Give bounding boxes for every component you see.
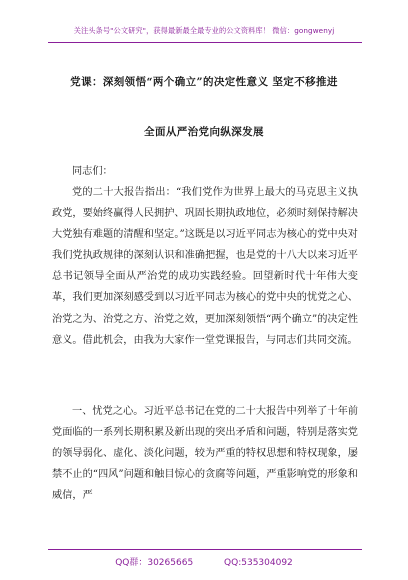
salutation: 同志们： bbox=[72, 166, 113, 177]
footer-qq: QQ:535304092 bbox=[224, 558, 293, 568]
document-title-line1: 党课：深刻领悟“两个确立”的决定性意义 坚定不移推进 bbox=[70, 76, 338, 88]
header-divider bbox=[48, 42, 362, 43]
footer-contact bbox=[0, 555, 408, 568]
body-paragraph-1: 党的二十大报告指出：“我们党作为世界上最大的马克思主义执政党，要始终赢得人民拥护、巩固长期执政地位，必须时刻保持解决大党独有难题的清醒和坚定。”这既是以习近平同志为核心的党中央对我们党执政规律的深刻认识和准确把握，也是党的十八大以来习近平总书记领导全面从严治党的成功实践经验。回望新时代十年伟大变革，我们更加深刻感受到以习近平同志为核心的党中央的忧党之心、治党之为、治党之方、治党之效，更加深刻领悟“两个确立”的决定性意义。借此机会，由我为大家作一堂党课报告，与同志们共同交流。 bbox=[52, 187, 358, 346]
footer-qq-group: QQ群：30265665 bbox=[115, 558, 194, 568]
body-paragraph-2: 一、忧党之心。习近平总书记在党的二十大报告中列举了十年前党面临的一系列长期积累及新出现的突出矛盾和问题，特别是落实党的领导弱化、虚化、淡化问题，较为严重的特权思想和特权现象，屡禁不止的“四风”问题和触目惊心的贪腐等问题，严重影响党的形象和威信，严 bbox=[52, 406, 358, 502]
header-banner: 关注头条号"公文研究"，获得最新最全最专业的公文资料库！ 微信：gongwenyj bbox=[73, 26, 335, 35]
footer-divider bbox=[48, 549, 362, 550]
document-title-line2: 全面从严治党向纵深发展 bbox=[144, 126, 264, 138]
